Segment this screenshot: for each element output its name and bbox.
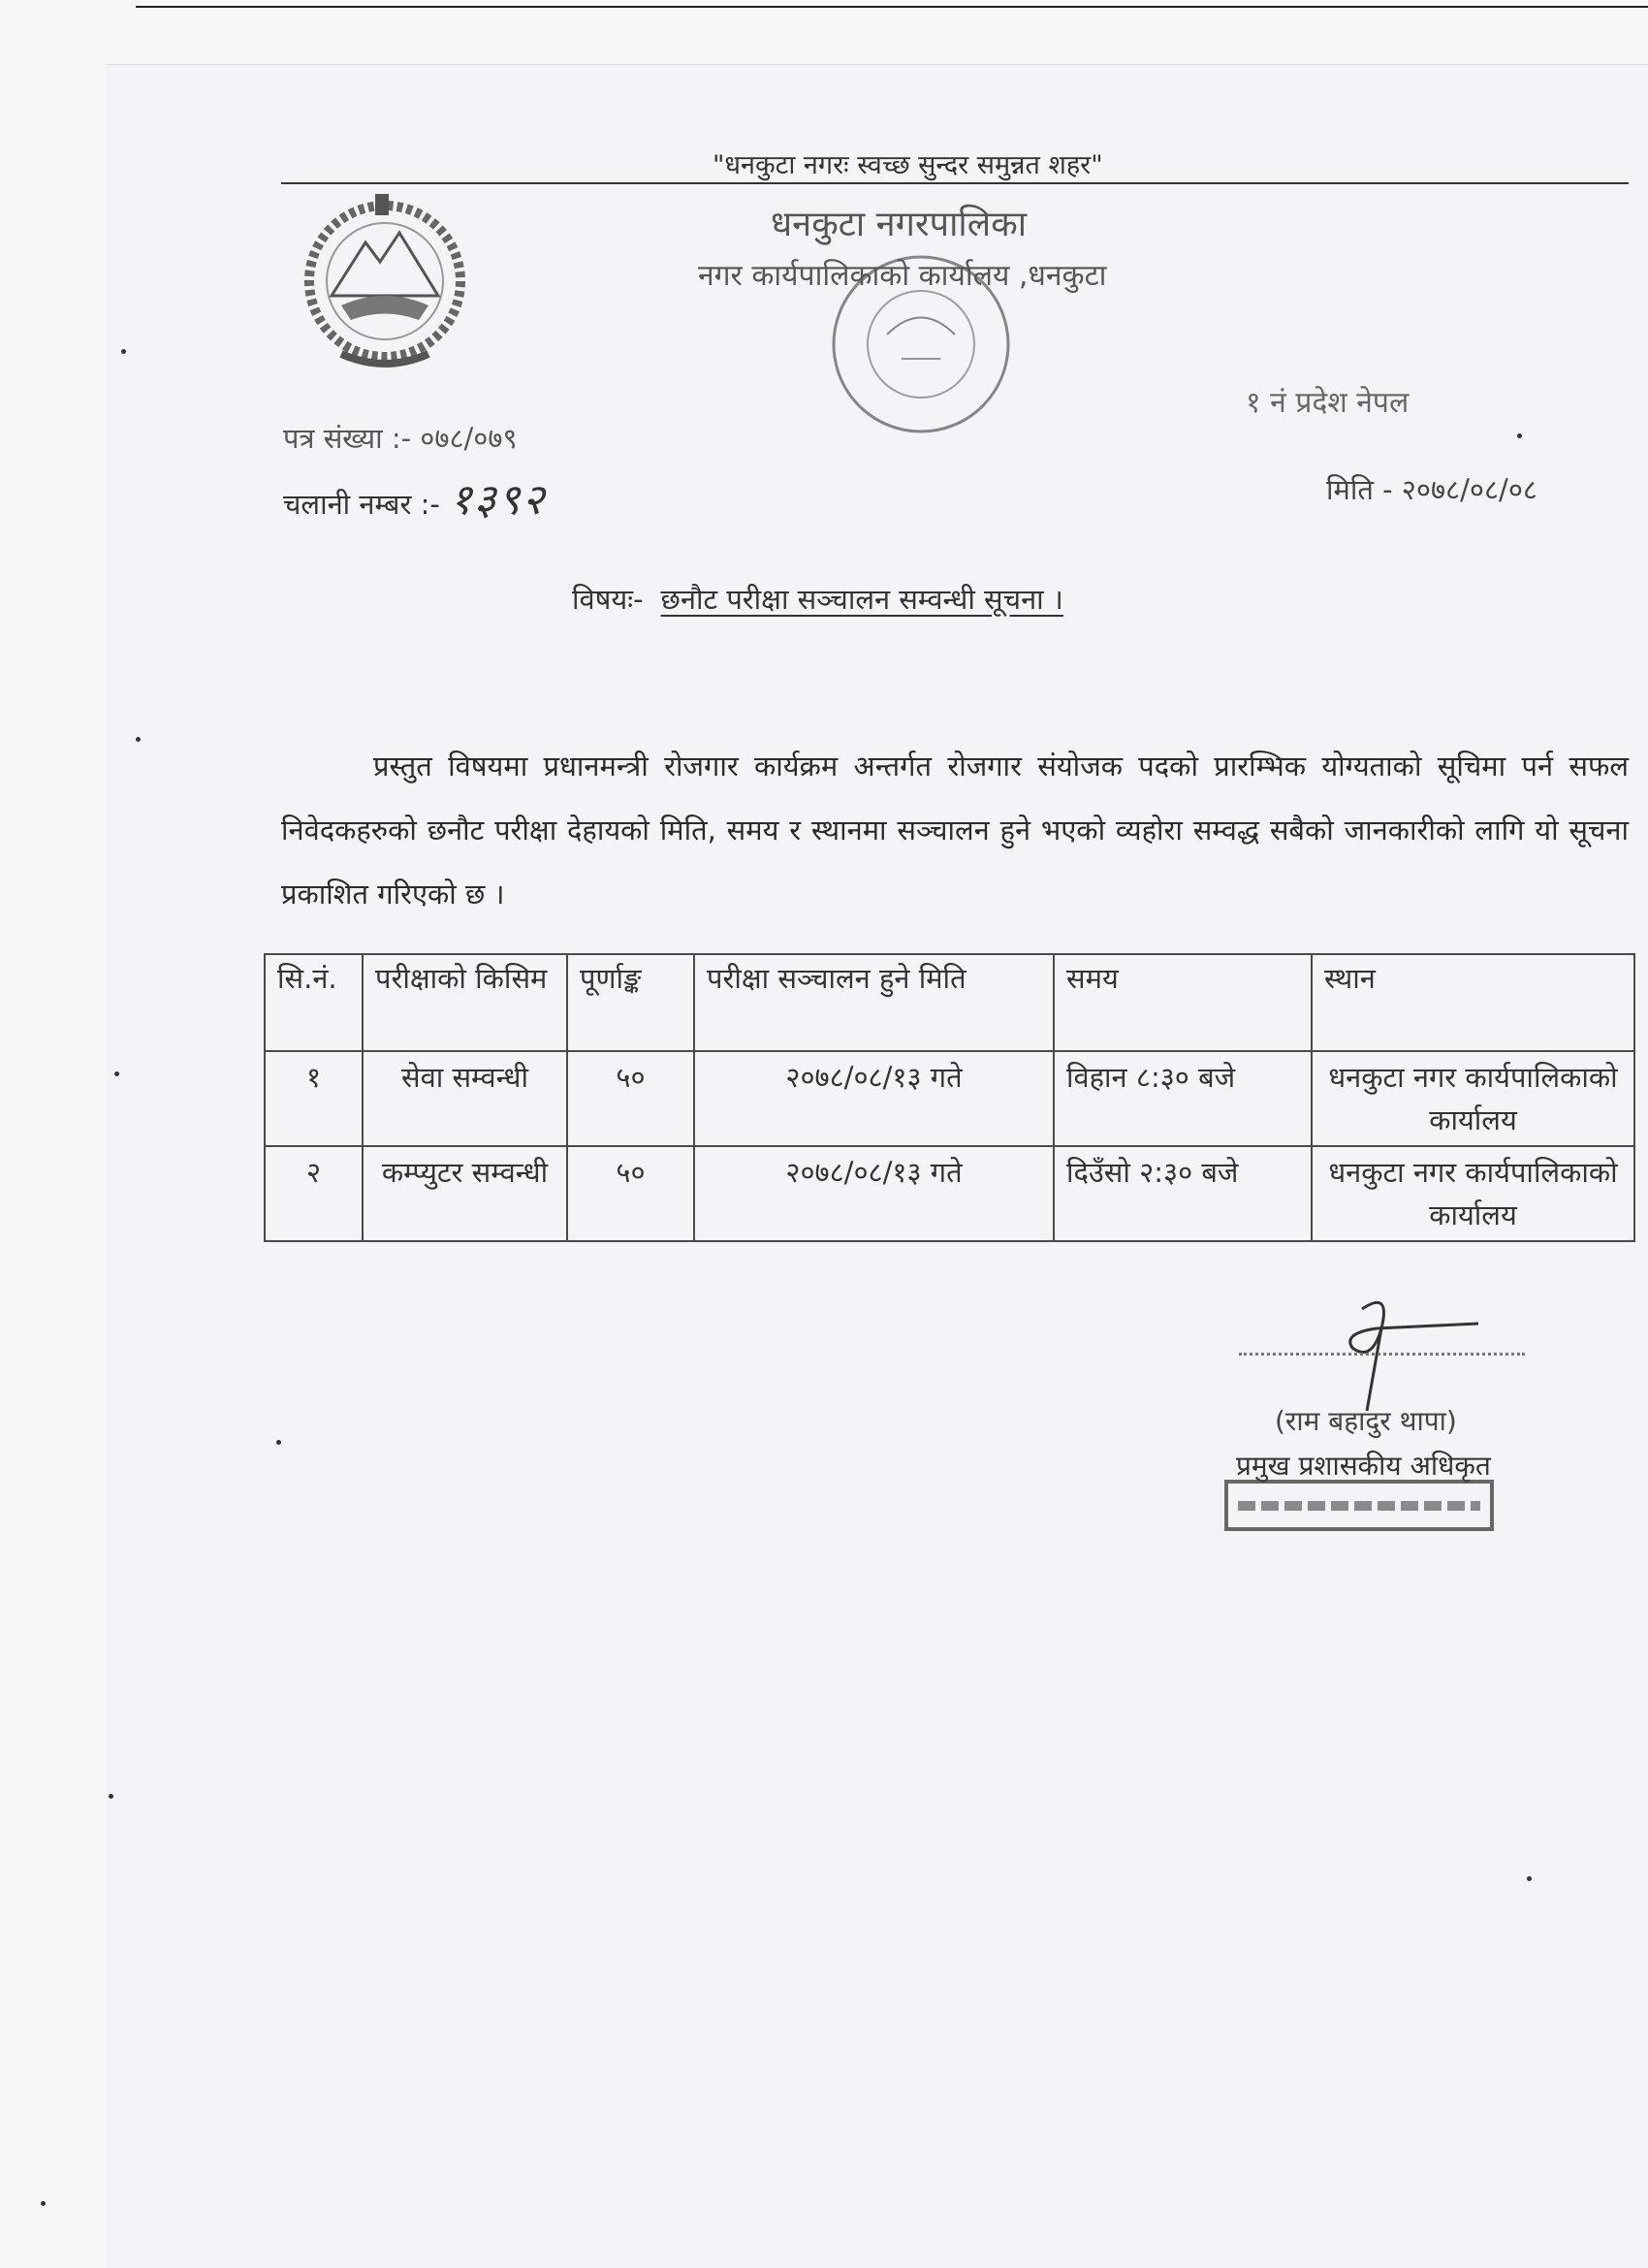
letter-number-label: पत्र संख्या :- [283, 422, 412, 455]
scan-speck [41, 2201, 46, 2206]
cell-full-marks: ५० [567, 1051, 694, 1146]
header-full-marks: पूर्णाङ्क [567, 954, 694, 1051]
letter-number-value: ०७८/०७९ [420, 422, 518, 455]
cell-exam-type: कम्प्युटर सम्वन्धी [363, 1146, 567, 1241]
cell-serial: २ [265, 1146, 363, 1241]
province-label: १ नं प्रदेश नेपल [1246, 386, 1410, 420]
header-exam-type: परीक्षाको किसिम [363, 954, 567, 1051]
letter-date [1326, 470, 1537, 508]
signatory-name: (राम बहादुर थापा) [1275, 1405, 1457, 1437]
subject-line [572, 580, 1063, 618]
top-border-line [136, 6, 1648, 8]
header-exam-date: परीक्षा सञ्चालन हुने मिति [694, 954, 1054, 1051]
cell-serial: १ [265, 1051, 363, 1146]
signatory-title: प्रमुख प्रशासकीय अधिकृत [1236, 1450, 1491, 1482]
scan-speck [1527, 1876, 1532, 1881]
dispatch-number-value: १३९२ [449, 475, 547, 525]
table-row [265, 1146, 1634, 1241]
cell-exam-type: सेवा सम्वन्धी [363, 1051, 567, 1146]
date-value: २०७८/०८/०८ [1401, 473, 1537, 506]
header-divider [281, 182, 1629, 184]
cell-exam-date: २०७८/०८/१३ गते [694, 1146, 1054, 1241]
table-row [265, 1051, 1634, 1146]
signature-line [1239, 1353, 1525, 1356]
cell-full-marks: ५० [567, 1146, 694, 1241]
notice-body: प्रस्तुत विषयमा प्रधानमन्त्री रोजगार कार्यक्रम अन्तर्गत रोजगार संयोजक पदको प्रारम्भिक योग्यताको सूचिमा पर्न सफल निवेदकहरुको छनौट परीक्षा देहायको मिति, समय र स्थानमा सञ्चालन हुने भएको व्यहोरा सम्वद्ध सबैको जानकारीको लागि यो सूचना प्रकाशित गरिएको छ । [281, 750, 1629, 910]
dispatch-number [283, 468, 546, 527]
officer-rubber-stamp-icon [1223, 1479, 1495, 1532]
office-name: नगर कार्यपालिकाको कार्यालय ,धनकुटा [698, 259, 1107, 293]
subject-text: छनौट परीक्षा सञ्चालन सम्वन्धी सूचना । [660, 583, 1063, 616]
header-venue: स्थान [1312, 954, 1634, 1051]
cell-exam-date: २०७८/०८/१३ गते [694, 1051, 1054, 1146]
scan-speck [109, 1794, 113, 1799]
office-seal-icon [795, 242, 1057, 465]
header-time: समय [1054, 954, 1312, 1051]
exam-schedule-table [264, 953, 1635, 1242]
scan-speck [276, 1440, 281, 1445]
table-header-row [265, 954, 1634, 1051]
cell-time: दिउँसो २:३० बजे [1054, 1146, 1312, 1241]
cell-time: विहान ८:३० बजे [1054, 1051, 1312, 1146]
cell-venue: धनकुटा नगर कार्यपालिकाको कार्यालय [1312, 1146, 1634, 1241]
cell-venue: धनकुटा नगर कार्यपालिकाको कार्यालय [1312, 1051, 1634, 1146]
scan-speck [1517, 433, 1522, 438]
subject-label: विषयः- [572, 583, 644, 616]
scan-speck [136, 737, 141, 742]
letter-number [283, 419, 518, 457]
scan-speck [121, 349, 126, 354]
header-serial: सि.नं. [265, 954, 363, 1051]
date-label: मिति - [1326, 473, 1393, 506]
organization-name: धनकुटा नगरपालिका [771, 205, 1028, 244]
scan-speck [114, 1071, 119, 1076]
nepal-emblem-icon [283, 189, 487, 383]
dispatch-number-label: चलानी नम्बर :- [283, 488, 440, 521]
municipality-motto: "धनकुटा नगरः स्वच्छ सुन्दर समुन्नत शहर" [713, 150, 1103, 180]
